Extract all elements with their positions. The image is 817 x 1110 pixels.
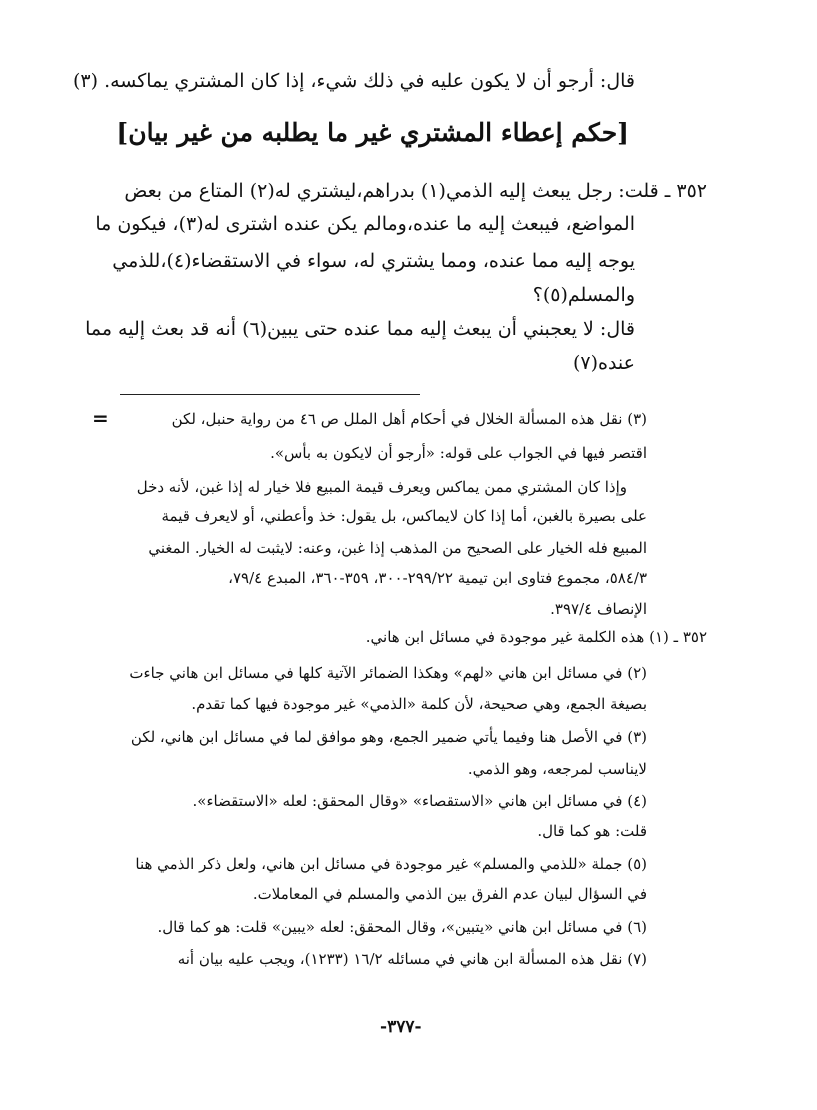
footnote-line: لايناسب لمرجعه، وهو الذمي. (467, 760, 647, 778)
footnote-line: (٥) جملة «للذمي والمسلم» غير موجودة في مسائل ابن هاني، ولعل ذكر الذمي هنا (135, 855, 647, 873)
main-text-line: المواضع، فيبعث إليه ما عنده،ومالم يكن عنده اشترى له(٣)، فيكون ما (95, 213, 635, 235)
footnote-line: قلت: هو كما قال. (537, 822, 647, 840)
main-text-line: ٣٥٢ ـ قلت: رجل يبعث إليه الذمي(١) بدراهم،ليشتري له(٢) المتاع من بعض (124, 180, 707, 202)
footnote-line: وإذا كان المشتري ممن يماكس ويعرف قيمة المبيع فلا خيار له إذا غبن، لأنه دخل (136, 478, 627, 496)
main-text-line: يوجه إليه مما عنده، ومما يشتري له، سواء في الاستقضاء(٤)،للذمي (112, 250, 635, 272)
footnote-line: (٧) نقل هذه المسألة ابن هاني في مسائله ١٦/٢ (١٢٣٣)، ويجب عليه بيان أنه (177, 950, 647, 968)
footnote-line: (٣) نقل هذه المسألة الخلال في أحكام أهل الملل ص ٤٦ من رواية حنبل، لكن (171, 410, 647, 428)
main-text-line: قال: أرجو أن لا يكون عليه في ذلك شيء، إذا كان المشتري يماكسه. (٣) (72, 70, 635, 92)
footnote-line: ٣٥٢ ـ (١) هذه الكلمة غير موجودة في مسائل ابن هاني. (365, 628, 707, 646)
main-text-line: والمسلم(٥)؟ (532, 284, 635, 306)
footnote-separator (120, 394, 420, 395)
footnote-line: الإنصاف ٣٩٧/٤. (550, 600, 647, 618)
footnote-line: بصيغة الجمع، وهي صحيحة، لأن كلمة «الذمي» غير موجودة فيها كما تقدم. (191, 695, 647, 713)
main-text-line: عنده(٧) (572, 352, 635, 374)
footnote-line: (٣) في الأصل هنا وفيما يأتي ضمير الجمع، وهو موافق لما في مسائل ابن هاني، لكن (130, 728, 647, 746)
footnote-line: على بصيرة بالغبن، أما إذا كان لايماكس، بل يقول: خذ وأعطني، أو لايعرف قيمة (161, 507, 647, 525)
footnote-line: في السؤال لبيان عدم الفرق بين الذمي والمسلم في المعاملات. (252, 885, 647, 903)
footnote-line: المبيع فله الخيار على الصحيح من المذهب إذا غبن، وعنه: لايثبت له الخيار. المغني (148, 539, 647, 557)
footnote-line: ٥٨٤/٣، مجموع فتاوى ابن تيمية ٢٩٩/٢٢-٣٠٠، ٣٥٩-٣٦٠، المبدع ٧٩/٤، (228, 569, 647, 587)
page-number: -٣٧٧- (380, 1017, 422, 1037)
main-text-line: قال: لا يعجبني أن يبعث إليه مما عنده حتى يبين(٦) أنه قد بعث إليه مما (85, 318, 635, 340)
footnote-line: (٦) في مسائل ابن هاني «يتبين»، وقال المحقق: لعله «يبين» قلت: هو كما قال. (157, 918, 647, 936)
section-title: [حكم إعطاء المشتري غير ما يطلبه من غير بيان] (116, 118, 629, 147)
footnote-marker: = (92, 406, 109, 430)
footnote-line: (٤) في مسائل ابن هاني «الاستقصاء» «وقال المحقق: لعله «الاستقضاء». (192, 792, 647, 810)
footnote-line: اقتصر فيها في الجواب على قوله: «أرجو أن لايكون به بأس». (270, 444, 647, 462)
footnote-line: (٢) في مسائل ابن هاني «لهم» وهكذا الضمائر الآتية كلها في مسائل ابن هاني جاءت (129, 664, 647, 682)
